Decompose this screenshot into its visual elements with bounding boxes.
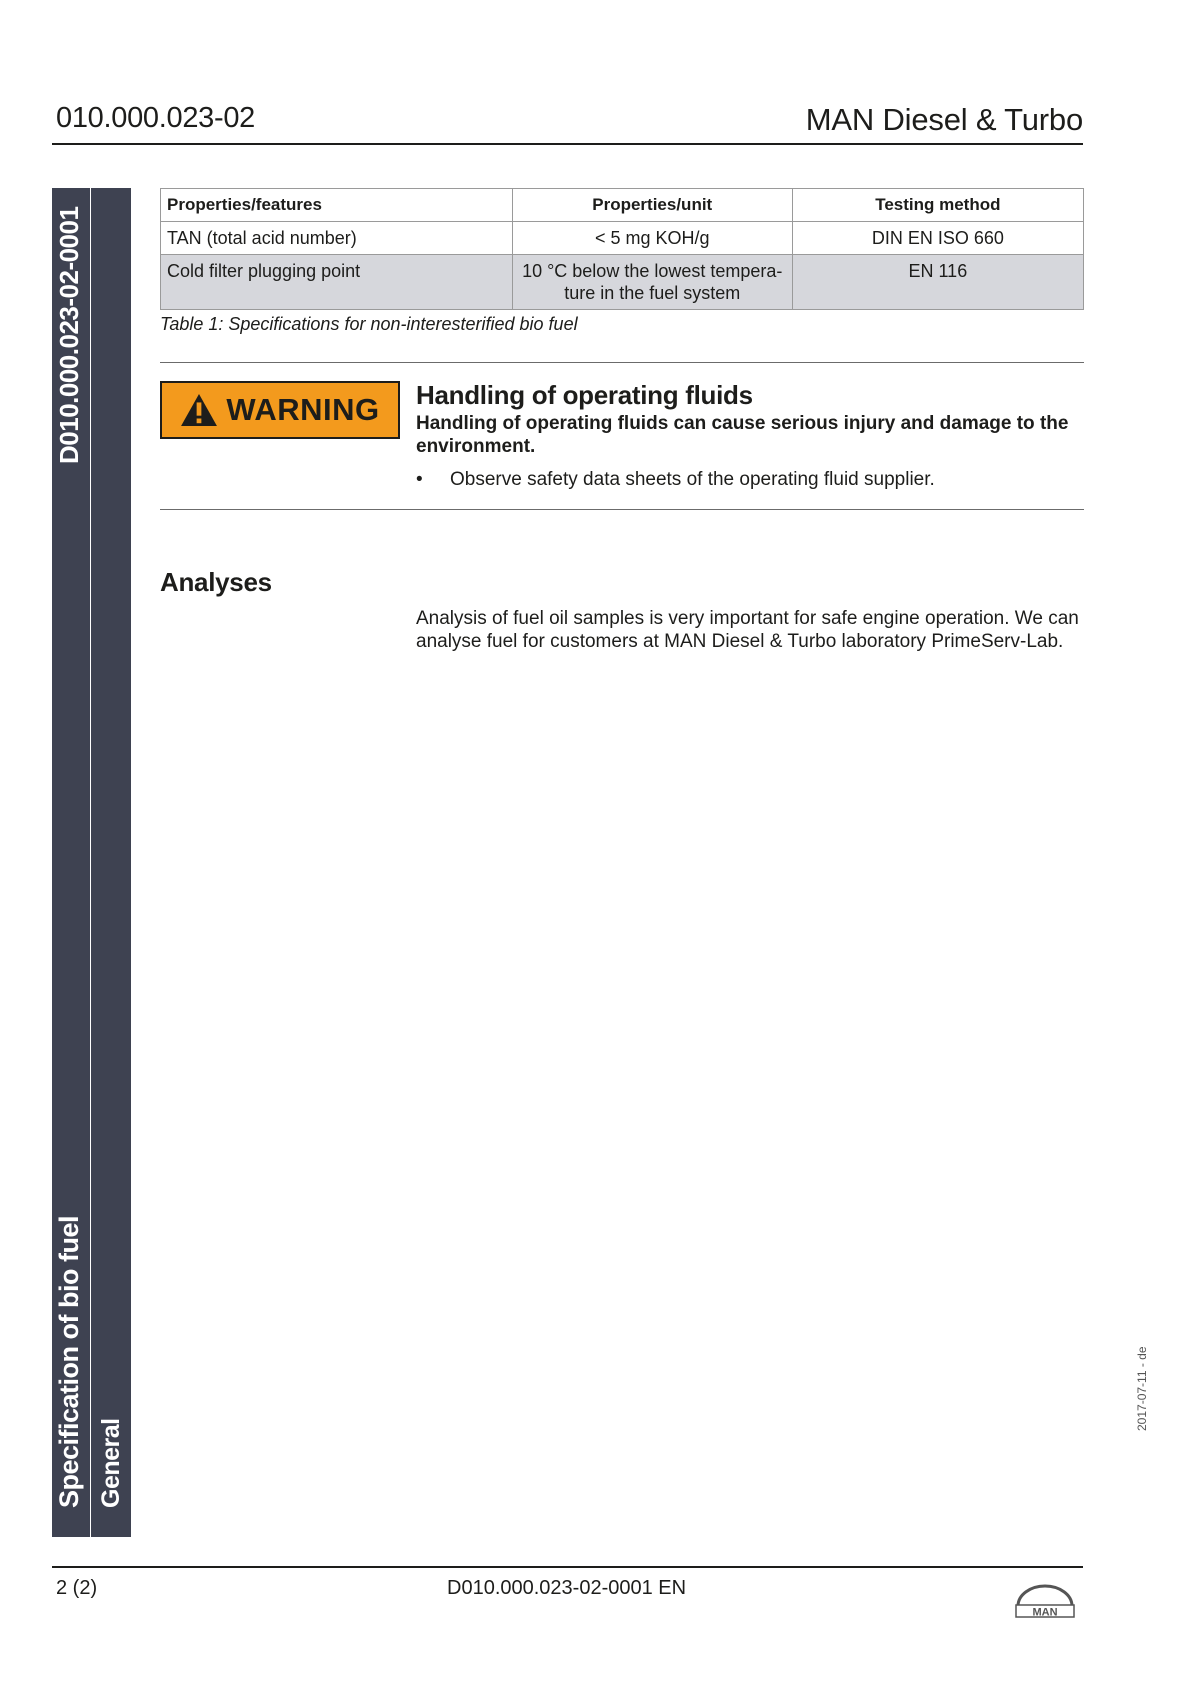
table-cell: Cold filter plugging point [161,255,513,310]
table-header-cell: Properties/features [161,189,513,222]
sidebar-subtitle: General [97,1418,125,1508]
table-header-cell: Testing method [792,189,1083,222]
table-header-cell: Properties/unit [512,189,792,222]
bullet-icon: • [416,469,423,490]
man-logo-icon [1012,1584,1078,1620]
section-heading: Analyses [160,567,272,597]
table-row [161,222,1084,255]
company-name: MAN Diesel & Turbo [805,102,1083,137]
sidebar-doc-code: D010.000.023-02-0001 [54,206,84,464]
table-cell: DIN EN ISO 660 [792,222,1083,255]
footer-rule [52,1566,1083,1568]
footer-doc-code: D010.000.023-02-0001 EN [447,1577,687,1599]
specification-table [160,188,1084,310]
warning-label: WARNING [226,392,380,427]
table-cell: EN 116 [792,255,1083,310]
warning-badge [160,381,400,439]
table-row [161,255,1084,310]
table-header-row [161,189,1084,222]
hazard-description: Handling of operating fluids can cause serious injury and damage to the environment. [416,413,1069,457]
warning-divider-bottom [160,509,1084,510]
table-cell: TAN (total acid number) [161,222,513,255]
table-cell: 10 °C below the lowest tempera- ture in the fuel system [512,255,792,310]
section-body: Analysis of fuel oil samples is very important for safe engine operation. We can analyse fuel for customers at MAN Diesel & Turbo laboratory PrimeServ-Lab. [416,608,1079,652]
table-cell: < 5 mg KOH/g [512,222,792,255]
header-rule [52,143,1083,145]
logo-text: MAN [1032,1606,1058,1619]
warning-triangle-icon [180,393,218,427]
page-number: 2 (2) [56,1577,98,1599]
date-stamp: 2017-07-11 - de [1135,1346,1149,1431]
warning-divider-top [160,362,1084,363]
hazard-instruction: Observe safety data sheets of the operating fluid supplier. [450,469,935,490]
document-number: 010.000.023-02 [56,102,255,134]
hazard-title: Handling of operating fluids [416,380,753,410]
sidebar-band-inner [91,188,131,1537]
table-caption: Table 1: Specifications for non-interesterified bio fuel [160,314,578,334]
sidebar-title: Specification of bio fuel [54,1215,84,1508]
